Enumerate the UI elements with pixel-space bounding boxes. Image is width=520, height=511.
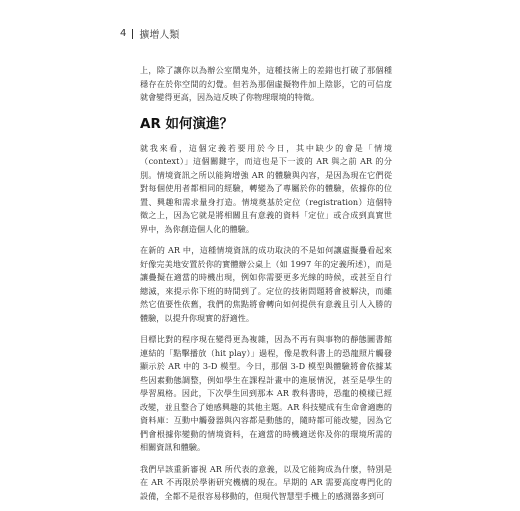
section-heading: AR 如何演進？ — [140, 115, 234, 132]
paragraph-3: 目標比對的程序現在變得更為複雜，因為不再有與事物的靜態圖書館連結的「點擊播放（hit play）」過程，像是教科書上的恐龍照片觸發顯示於 AR 中的 3-D 模型。今日，那個 3-D 模型與體驗將會依據某些因素動態調整，例如學生在課程計畫中的進展情況，甚至是學生的學習風格。因此，下次學生回到那本 AR 教科書時，恐龍的模樣已經改變，並且整合了她感興趣的其他主題。AR 科技變成有生命會適應的資料庫：互動中觸發器與內容都是動態的，隨時都可能改變，因為它們會根據你變動的情境資料，在適當的時機適送你及你的環境所需的相關資訊和體驗。 — [140, 334, 392, 452]
chapter-title: 擴增人類 — [139, 30, 180, 41]
paragraph-4: 我們早該重新審視 AR 所代表的意義，以及它能夠成為什麼，特別是在 AR 不再限於學術研究機構的現在。早期的 AR 需要高度專門化的設備，全都不是很容易移動的，但現代智慧型手機上的感測器多到可 — [140, 463, 392, 501]
body-text — [140, 64, 392, 511]
header-divider — [132, 29, 133, 39]
paragraph-1: 就我來看，這個定義若要用於今日，其中缺少的會是「情境（context）」這個關鍵字，而這也是下一波的 AR 與之前 AR 的分別。情境資訊之所以能夠增強 AR 的體驗與內容，是因為現在它們從對每個使用者都相同的經驗，轉變為了專屬於你的體驗，依據你的位置、興趣和需求量身打造。情境奠基於定位（registration）這個特徵之上，因為它就是將相關且有意義的資料「定位」或合成到真實世界中，為你創造個人化的體驗。 — [140, 142, 392, 234]
page-number: 4 — [120, 28, 127, 39]
running-header — [120, 26, 179, 41]
paragraph-2: 在新的 AR 中，這種情境資訊的成功取決的不是如何讓虛擬疊看起來好像完美地安置於你的實體辦公桌上（如 1997 年的定義所述），而是讓疊擬在適當的時機出現，例如你需要更多光線的時候，或甚至自行總滅，來提示你下班的時間到了。定位的技術問題將會被解決，而雖然它值要性依舊，我們的焦點將會轉向如何提供有意義且引人入勝的體驗，以提升你現實的舒適性。 — [140, 245, 392, 323]
intro-paragraph: 上，除了讓你以為辦公室鬧鬼外，這種技術上的差錯也打破了那個種穩存在於你空間的幻覺。但若為那個虛擬物件加上陰影，它的可信度就會變得更高，因為這反映了你物理環境的特徵。 — [140, 65, 392, 102]
